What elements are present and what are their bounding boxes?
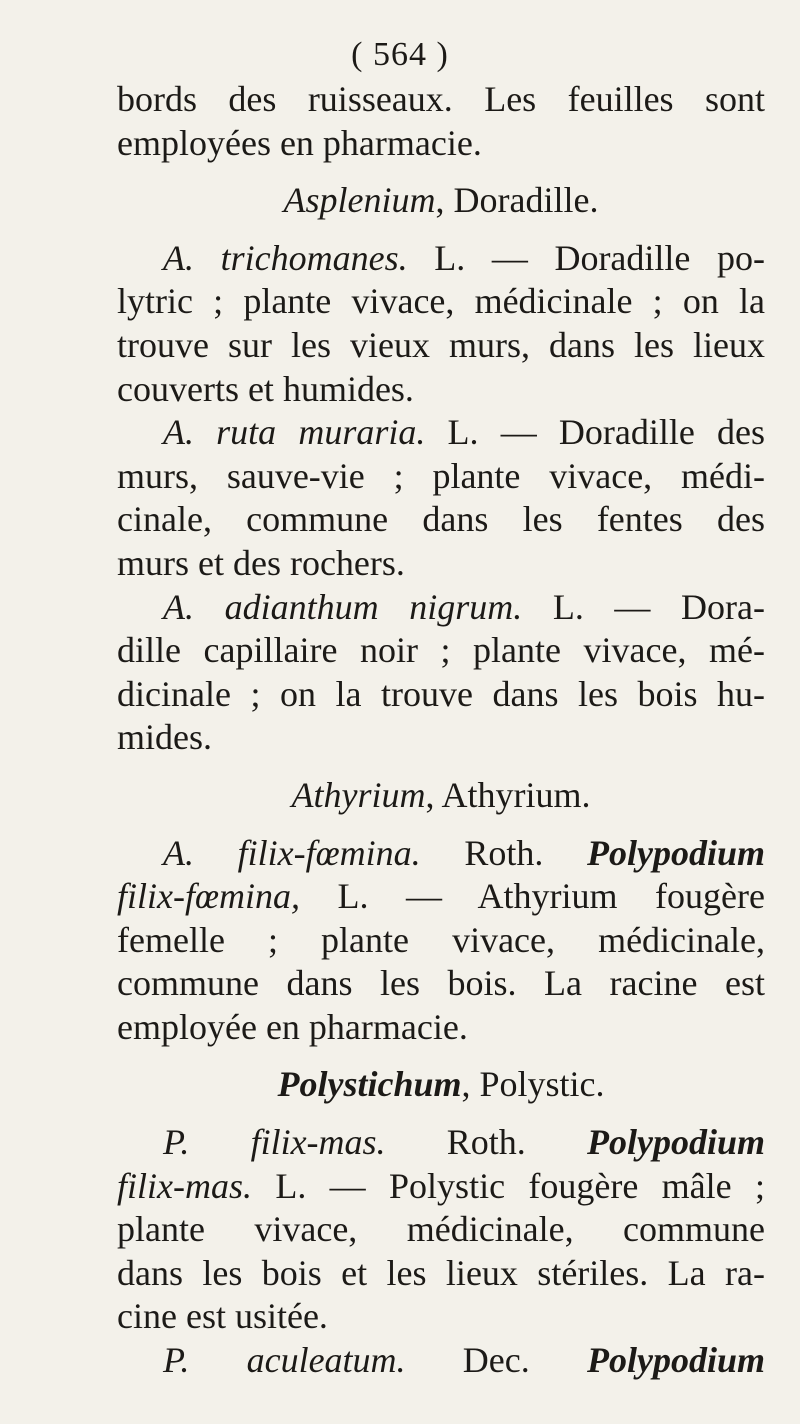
section-heading — [117, 179, 765, 223]
text-line — [117, 237, 765, 281]
text-run: L. — Doradille po- — [407, 237, 765, 278]
text-line — [117, 875, 765, 919]
text-run: dicinale ; on la trouve dans les bois hu- — [117, 673, 765, 714]
text-line — [117, 498, 765, 542]
text-line — [117, 919, 765, 963]
italic-run: A. trichomanes. — [163, 237, 408, 278]
text-run: Dec. — [405, 1340, 587, 1381]
text-line — [117, 1339, 765, 1383]
text-run: L. — Doradille des — [425, 412, 765, 453]
paragraph-gap — [117, 760, 765, 774]
text-line — [117, 832, 765, 876]
italic-run: Polypodium — [587, 832, 766, 873]
text-run: femelle ; plante vivace, médicinale, — [117, 919, 765, 960]
text-run: L. — Dora- — [522, 586, 765, 627]
text-line — [117, 455, 765, 499]
italic-run: Polystichum — [277, 1064, 462, 1105]
paragraph-gap — [117, 1049, 765, 1063]
text-run: commune dans les bois. La racine est — [117, 963, 765, 1004]
italic-run: A. adianthum nigrum. — [163, 586, 523, 627]
text-run: dans les bois et les lieux stériles. La ra- — [117, 1252, 765, 1293]
text-run: dille capillaire noir ; plante vivace, mé- — [117, 630, 765, 671]
text-line — [117, 122, 765, 166]
body-text — [117, 78, 765, 1383]
paragraph-gap — [117, 223, 765, 237]
text-run: employée en pharmacie. — [117, 1006, 468, 1047]
text-line — [117, 280, 765, 324]
text-line — [117, 716, 765, 760]
text-line — [117, 1165, 765, 1209]
text-line — [117, 324, 765, 368]
section-heading — [117, 774, 765, 818]
italic-run: P. aculeatum. — [163, 1340, 406, 1381]
text-run: L. — Polystic fougère mâle ; — [251, 1165, 765, 1206]
text-line — [117, 1252, 765, 1296]
text-run: plante vivace, médicinale, commune — [117, 1209, 765, 1250]
text-run: , Doradille. — [435, 180, 599, 221]
text-run: Roth. — [385, 1122, 587, 1163]
text-run: mides. — [117, 717, 212, 758]
text-line — [117, 542, 765, 586]
paragraph-gap — [117, 818, 765, 832]
italic-run: Polypodium — [587, 1122, 765, 1163]
text-run: murs, sauve-vie ; plante vivace, médi- — [117, 455, 765, 496]
text-run: , Athyrium. — [425, 774, 591, 815]
section-heading — [117, 1063, 765, 1107]
text-run: employées en pharmacie. — [117, 122, 482, 163]
text-line — [117, 411, 765, 455]
italic-run: Asplenium — [283, 180, 436, 221]
italic-run: Athyrium — [291, 774, 426, 815]
italic-run: filix-fœmina, — [117, 876, 300, 917]
text-run: lytric ; plante vivace, médicinale ; on la — [117, 281, 765, 322]
text-line — [117, 673, 765, 717]
text-line — [117, 78, 765, 122]
text-run: , Polystic. — [461, 1064, 605, 1105]
text-run: cinale, commune dans les fentes des — [117, 499, 765, 540]
italic-run: P. filix-mas. — [163, 1122, 386, 1163]
page-number: ( 564 ) — [351, 36, 449, 73]
text-line — [117, 1006, 765, 1050]
text-run: cine est usitée. — [117, 1296, 328, 1337]
text-line — [117, 1208, 765, 1252]
text-run: L. — Athyrium fougère — [300, 876, 765, 917]
text-line — [117, 368, 765, 412]
text-run: murs et des rochers. — [117, 542, 405, 583]
text-line — [117, 1295, 765, 1339]
paragraph-gap — [117, 165, 765, 179]
text-run: trouve sur les vieux murs, dans les lieux — [117, 324, 765, 365]
italic-run: A. filix-fœmina. — [163, 832, 421, 873]
paragraph-gap — [117, 1107, 765, 1121]
text-line — [117, 586, 765, 630]
italic-run: A. ruta muraria. — [163, 412, 426, 453]
text-run: Roth. — [420, 832, 588, 873]
text-line — [117, 962, 765, 1006]
italic-run: filix-mas. — [117, 1165, 252, 1206]
text-line — [117, 1121, 765, 1165]
text-run: couverts et humides. — [117, 368, 414, 409]
italic-run: Polypodium — [587, 1340, 765, 1381]
text-line — [117, 629, 765, 673]
text-run: bords des ruisseaux. Les feuilles sont — [117, 79, 765, 119]
